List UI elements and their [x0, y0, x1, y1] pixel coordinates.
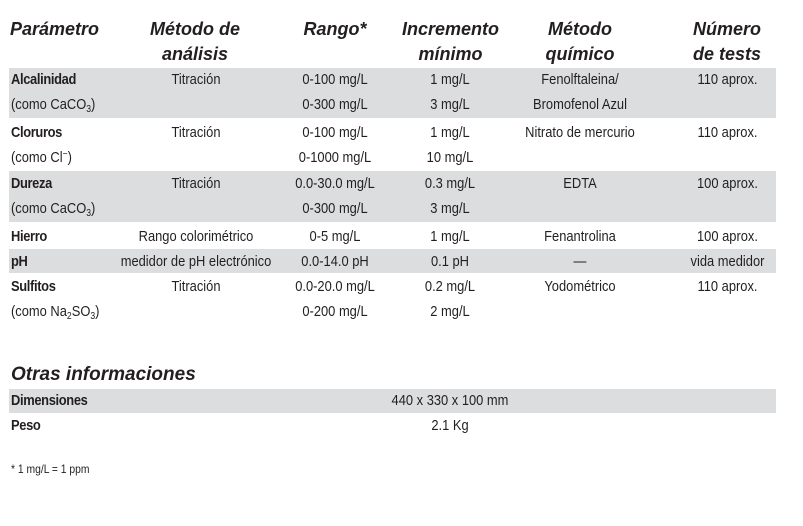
row-method: Titración — [171, 71, 221, 88]
row-chem-1: Fenolftaleina/ — [541, 71, 619, 88]
row-chem-1: Yodométrico — [544, 278, 616, 295]
row-chem-1: Nitrato de mercurio — [525, 124, 635, 141]
row-increment-1: 0.2 mg/L — [424, 278, 476, 295]
subname-text: (como CaCO — [11, 96, 87, 113]
row-method: medidor de pH electrónico — [120, 253, 272, 270]
row-range-2: 0-300 mg/L — [302, 96, 368, 113]
row-subname — [11, 299, 99, 324]
row-increment-1: 1 mg/L — [430, 71, 470, 88]
header-tests-line2: de tests — [692, 44, 762, 64]
subname-text: (como Na — [11, 303, 67, 320]
row-name: Dureza — [11, 175, 52, 192]
row-band-dureza — [9, 171, 776, 222]
row-increment-1: 0.1 pH — [430, 253, 470, 270]
info-label-dimensiones: Dimensiones — [11, 392, 88, 409]
subname-close: ) — [91, 200, 96, 217]
row-range-1: 0.0-20.0 mg/L — [295, 278, 375, 295]
header-metodo-line1: Método de — [150, 19, 240, 39]
subname-text: (como CaCO — [11, 200, 87, 217]
row-tests: 110 aprox. — [697, 71, 758, 88]
subname-superscript: − — [62, 149, 68, 160]
subname-close: ) — [95, 303, 100, 320]
row-name: Sulfitos — [11, 278, 56, 295]
row-increment-1: 0.3 mg/L — [424, 175, 476, 192]
row-range-2: 0-200 mg/L — [302, 303, 368, 320]
row-name: Cloruros — [11, 124, 63, 141]
row-range-1: 0-100 mg/L — [302, 124, 368, 141]
row-increment-1: 1 mg/L — [430, 228, 470, 245]
row-range-2: 0-1000 mg/L — [298, 149, 372, 166]
row-increment-2: 3 mg/L — [430, 200, 470, 217]
header-metodo-analisis — [120, 17, 270, 67]
row-chem-1: — — [573, 253, 587, 270]
subname-subscript: 2 — [66, 311, 72, 322]
row-chem-1: EDTA — [563, 175, 597, 192]
info-value-peso: 2.1 Kg — [431, 417, 469, 434]
header-parametro-label: Parámetro — [10, 19, 100, 39]
subname-subscript: 3 — [86, 208, 92, 219]
header-numero-tests — [672, 17, 782, 67]
header-quimico-line2: químico — [545, 44, 615, 64]
row-increment-1: 1 mg/L — [430, 124, 470, 141]
header-rango-label: Rango* — [303, 19, 367, 39]
row-increment-2: 2 mg/L — [430, 303, 470, 320]
subname-close: ) — [67, 149, 72, 166]
row-name: Alcalinidad — [11, 71, 77, 88]
row-tests: 100 aprox. — [697, 228, 758, 245]
header-tests-line1: Número — [692, 19, 761, 39]
row-range-1: 0.0-30.0 mg/L — [295, 175, 375, 192]
header-parametro — [10, 17, 99, 42]
info-value-dimensiones: 440 x 330 x 100 mm — [391, 392, 509, 409]
header-incremento-line1: Incremento — [401, 19, 500, 39]
row-name: Hierro — [11, 228, 47, 245]
row-method: Titración — [171, 278, 221, 295]
subname-subscript-2: 3 — [90, 311, 96, 322]
row-band-alcalinidad — [9, 68, 776, 118]
subname-text-mid: SO — [71, 303, 91, 320]
header-rango — [280, 17, 390, 42]
row-increment-2: 3 mg/L — [430, 96, 470, 113]
row-range-1: 0-100 mg/L — [302, 71, 368, 88]
subname-subscript: 3 — [86, 104, 92, 115]
row-range-2: 0-300 mg/L — [302, 200, 368, 217]
row-range-1: 0.0-14.0 pH — [301, 253, 369, 270]
row-method: Rango colorimétrico — [138, 228, 254, 245]
row-method: Titración — [171, 124, 221, 141]
row-chem-2: Bromofenol Azul — [533, 96, 627, 113]
row-tests: 110 aprox. — [697, 124, 758, 141]
row-tests: 110 aprox. — [697, 278, 758, 295]
header-quimico-line1: Método — [548, 19, 612, 39]
row-name: pH — [11, 253, 28, 270]
row-tests: vida medidor — [690, 253, 765, 270]
row-range-1: 0-5 mg/L — [309, 228, 361, 245]
section-title-otras: Otras informaciones — [11, 364, 196, 385]
row-method: Titración — [171, 175, 221, 192]
header-incremento-line2: mínimo — [418, 44, 483, 64]
row-subname — [11, 92, 95, 117]
row-increment-2: 10 mg/L — [426, 149, 474, 166]
header-incremento — [388, 17, 513, 67]
row-chem-1: Fenantrolina — [544, 228, 616, 245]
header-metodo-quimico — [520, 17, 640, 67]
info-label-peso: Peso — [11, 417, 41, 434]
row-subname — [11, 145, 72, 170]
subname-close: ) — [91, 96, 96, 113]
subname-text: (como Cl — [11, 149, 63, 166]
row-subname — [11, 196, 95, 221]
row-tests: 100 aprox. — [697, 175, 758, 192]
footnote: * 1 mg/L = 1 ppm — [11, 462, 90, 476]
header-metodo-line2: análisis — [161, 44, 229, 64]
